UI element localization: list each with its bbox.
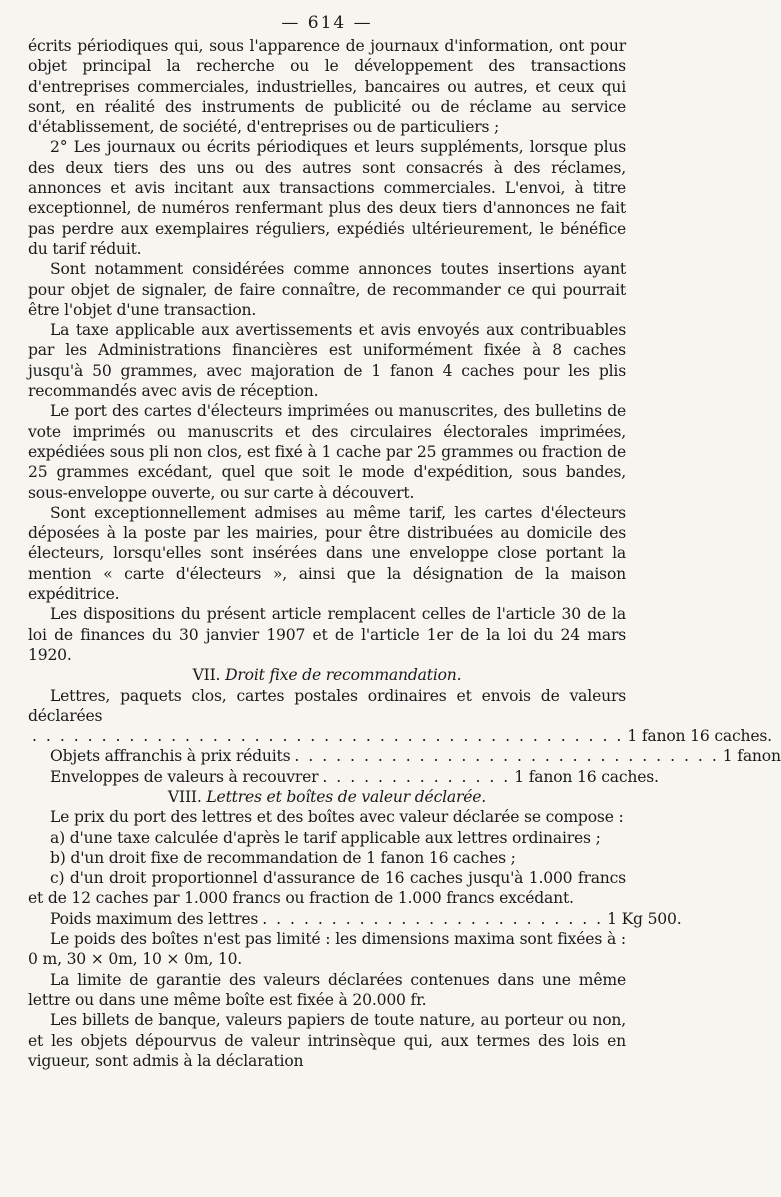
- document-body: [28, 36, 781, 1071]
- weight-label: Poids maximum des lettres: [50, 909, 259, 928]
- section-8-paragraph-3: Les billets de banque, valeurs papiers de toute nature, au porteur ou non, et les objets dépourvus de valeur intrinsèque qui, aux termes des lois en vigueur, sont admis à la déclaration: [28, 1011, 626, 1070]
- paragraph-3: Sont notamment considérées comme annonces toutes insertions ayant pour objet de signaler, de faire connaître, de recommander ce qui pourrait être l'objet d'une transaction.: [28, 260, 626, 319]
- fee-row-3-value: 1 fanon 16 caches.: [514, 767, 659, 786]
- fee-row-1-value: 1 fanon 16 caches.: [627, 727, 772, 746]
- section-8-title: Lettres et boîtes de valeur déclarée.: [206, 787, 487, 806]
- section-8-item-c: c) d'un droit proportionnel d'assurance de 16 caches jusqu'à 1.000 francs et de 12 caches par 1.000 francs ou fraction de 1.000 francs excédant.: [28, 869, 626, 908]
- fee-row-2-value: 1 fanon: [722, 747, 781, 766]
- fee-row-1-label: Lettres, paquets clos, cartes postales ordinaires et envois de valeurs déclarées: [28, 686, 626, 725]
- fee-row-2-label: Objets affranchis à prix réduits: [50, 747, 291, 766]
- page-number: — 614 —: [281, 13, 373, 33]
- paragraph-4: La taxe applicable aux avertissements et avis envoyés aux contribuables par les Administrations financières est uniformément fixée à 8 caches jusqu'à 50 grammes, avec majoration de 1 fanon 4 caches pour les plis recommandés avec avis de réception.: [28, 321, 626, 401]
- fee-row-1-value-line: . . . . . . . . . . . . . . . . . . . . . . . . . . . . . . . . . . . . . . . . . . . 1 fanon 16 caches.: [32, 727, 772, 746]
- fee-row-3: Enveloppes de valeurs à recouvrer . . . . . . . . . . . . . . 1 fanon 16 caches.: [50, 767, 659, 786]
- section-8-item-b: b) d'un droit fixe de recommandation de 1 fanon 16 caches ;: [50, 848, 516, 867]
- section-7-heading: [28, 665, 626, 685]
- fee-row-2: Objets affranchis à prix réduits . . . . . . . . . . . . . . . . . . . . . . . . . . . . . . . 1 fanon: [50, 747, 781, 766]
- section-8-number: VIII.: [167, 787, 202, 806]
- section-8-paragraph-1: Le poids des boîtes n'est pas limité : les dimensions maxima sont fixées à : 0 m, 30 × 0m, 10 × 0m, 10.: [28, 930, 626, 969]
- section-8-heading: [28, 787, 626, 807]
- paragraph-7: Les dispositions du présent article remplacent celles de l'article 30 de la loi de finances du 30 janvier 1907 et de l'article 1er de la loi du 24 mars 1920.: [28, 605, 626, 664]
- paragraph-1: écrits périodiques qui, sous l'apparence de journaux d'information, ont pour objet principal la recherche ou le développement des transactions d'entreprises commerciales, industrielles, bancaires ou autres, et ceux qui sont, en réalité des instruments de publicité ou de réclame au service d'établissement, de société, d'entreprises ou de particuliers ;: [28, 37, 626, 137]
- section-8-item-a: a) d'une taxe calculée d'après le tarif applicable aux lettres ordinaires ;: [50, 828, 601, 847]
- paragraph-5: Le port des cartes d'électeurs imprimées ou manuscrites, des bulletins de vote imprimés ou manuscrits et des circulaires électorales imprimées, expédiées sous pli non clos, est fixé à 1 cache par 25 grammes ou fraction de 25 grammes excédant, quel que soit le mode d'expédition, sous bandes, sous-enveloppe ouverte, ou sur carte à découvert.: [28, 402, 626, 502]
- paragraph-2: 2° Les journaux ou écrits périodiques et leurs suppléments, lorsque plus des deux tiers des uns ou des autres sont consacrés à des réclames, annonces et avis incitant aux transactions commerciales. L'envoi, à titre exceptionnel, de numéros renfermant plus des deux tiers d'annonces ne fait pas perdre aux exemplaires réguliers, expédiés ultérieurement, le bénéfice du tarif réduit.: [28, 138, 626, 258]
- section-8-paragraph-2: La limite de garantie des valeurs déclarées contenues dans une même lettre ou dans une même boîte est fixée à 20.000 fr.: [28, 970, 626, 1009]
- paragraph-6: Sont exceptionnellement admises au même tarif, les cartes d'électeurs déposées à la poste par les mairies, pour être distribuées au domicile des électeurs, lorsqu'elles sont insérées dans une enveloppe close portant la mention « carte d'électeurs », ainsi que la désignation de la maison expéditrice.: [28, 503, 626, 604]
- section-8-intro: Le prix du port des lettres et des boîtes avec valeur déclarée se compose :: [50, 808, 624, 827]
- section-7-number: VII.: [192, 666, 221, 685]
- weight-row: Poids maximum des lettres . . . . . . . . . . . . . . . . . . . . . . . . . 1 Kg 500.: [50, 909, 682, 928]
- weight-value: 1 Kg 500.: [607, 909, 682, 928]
- fee-row-3-label: Enveloppes de valeurs à recouvrer: [50, 767, 319, 786]
- fee-row-1: [28, 686, 626, 727]
- section-7-title: Droit fixe de recommandation.: [225, 666, 462, 685]
